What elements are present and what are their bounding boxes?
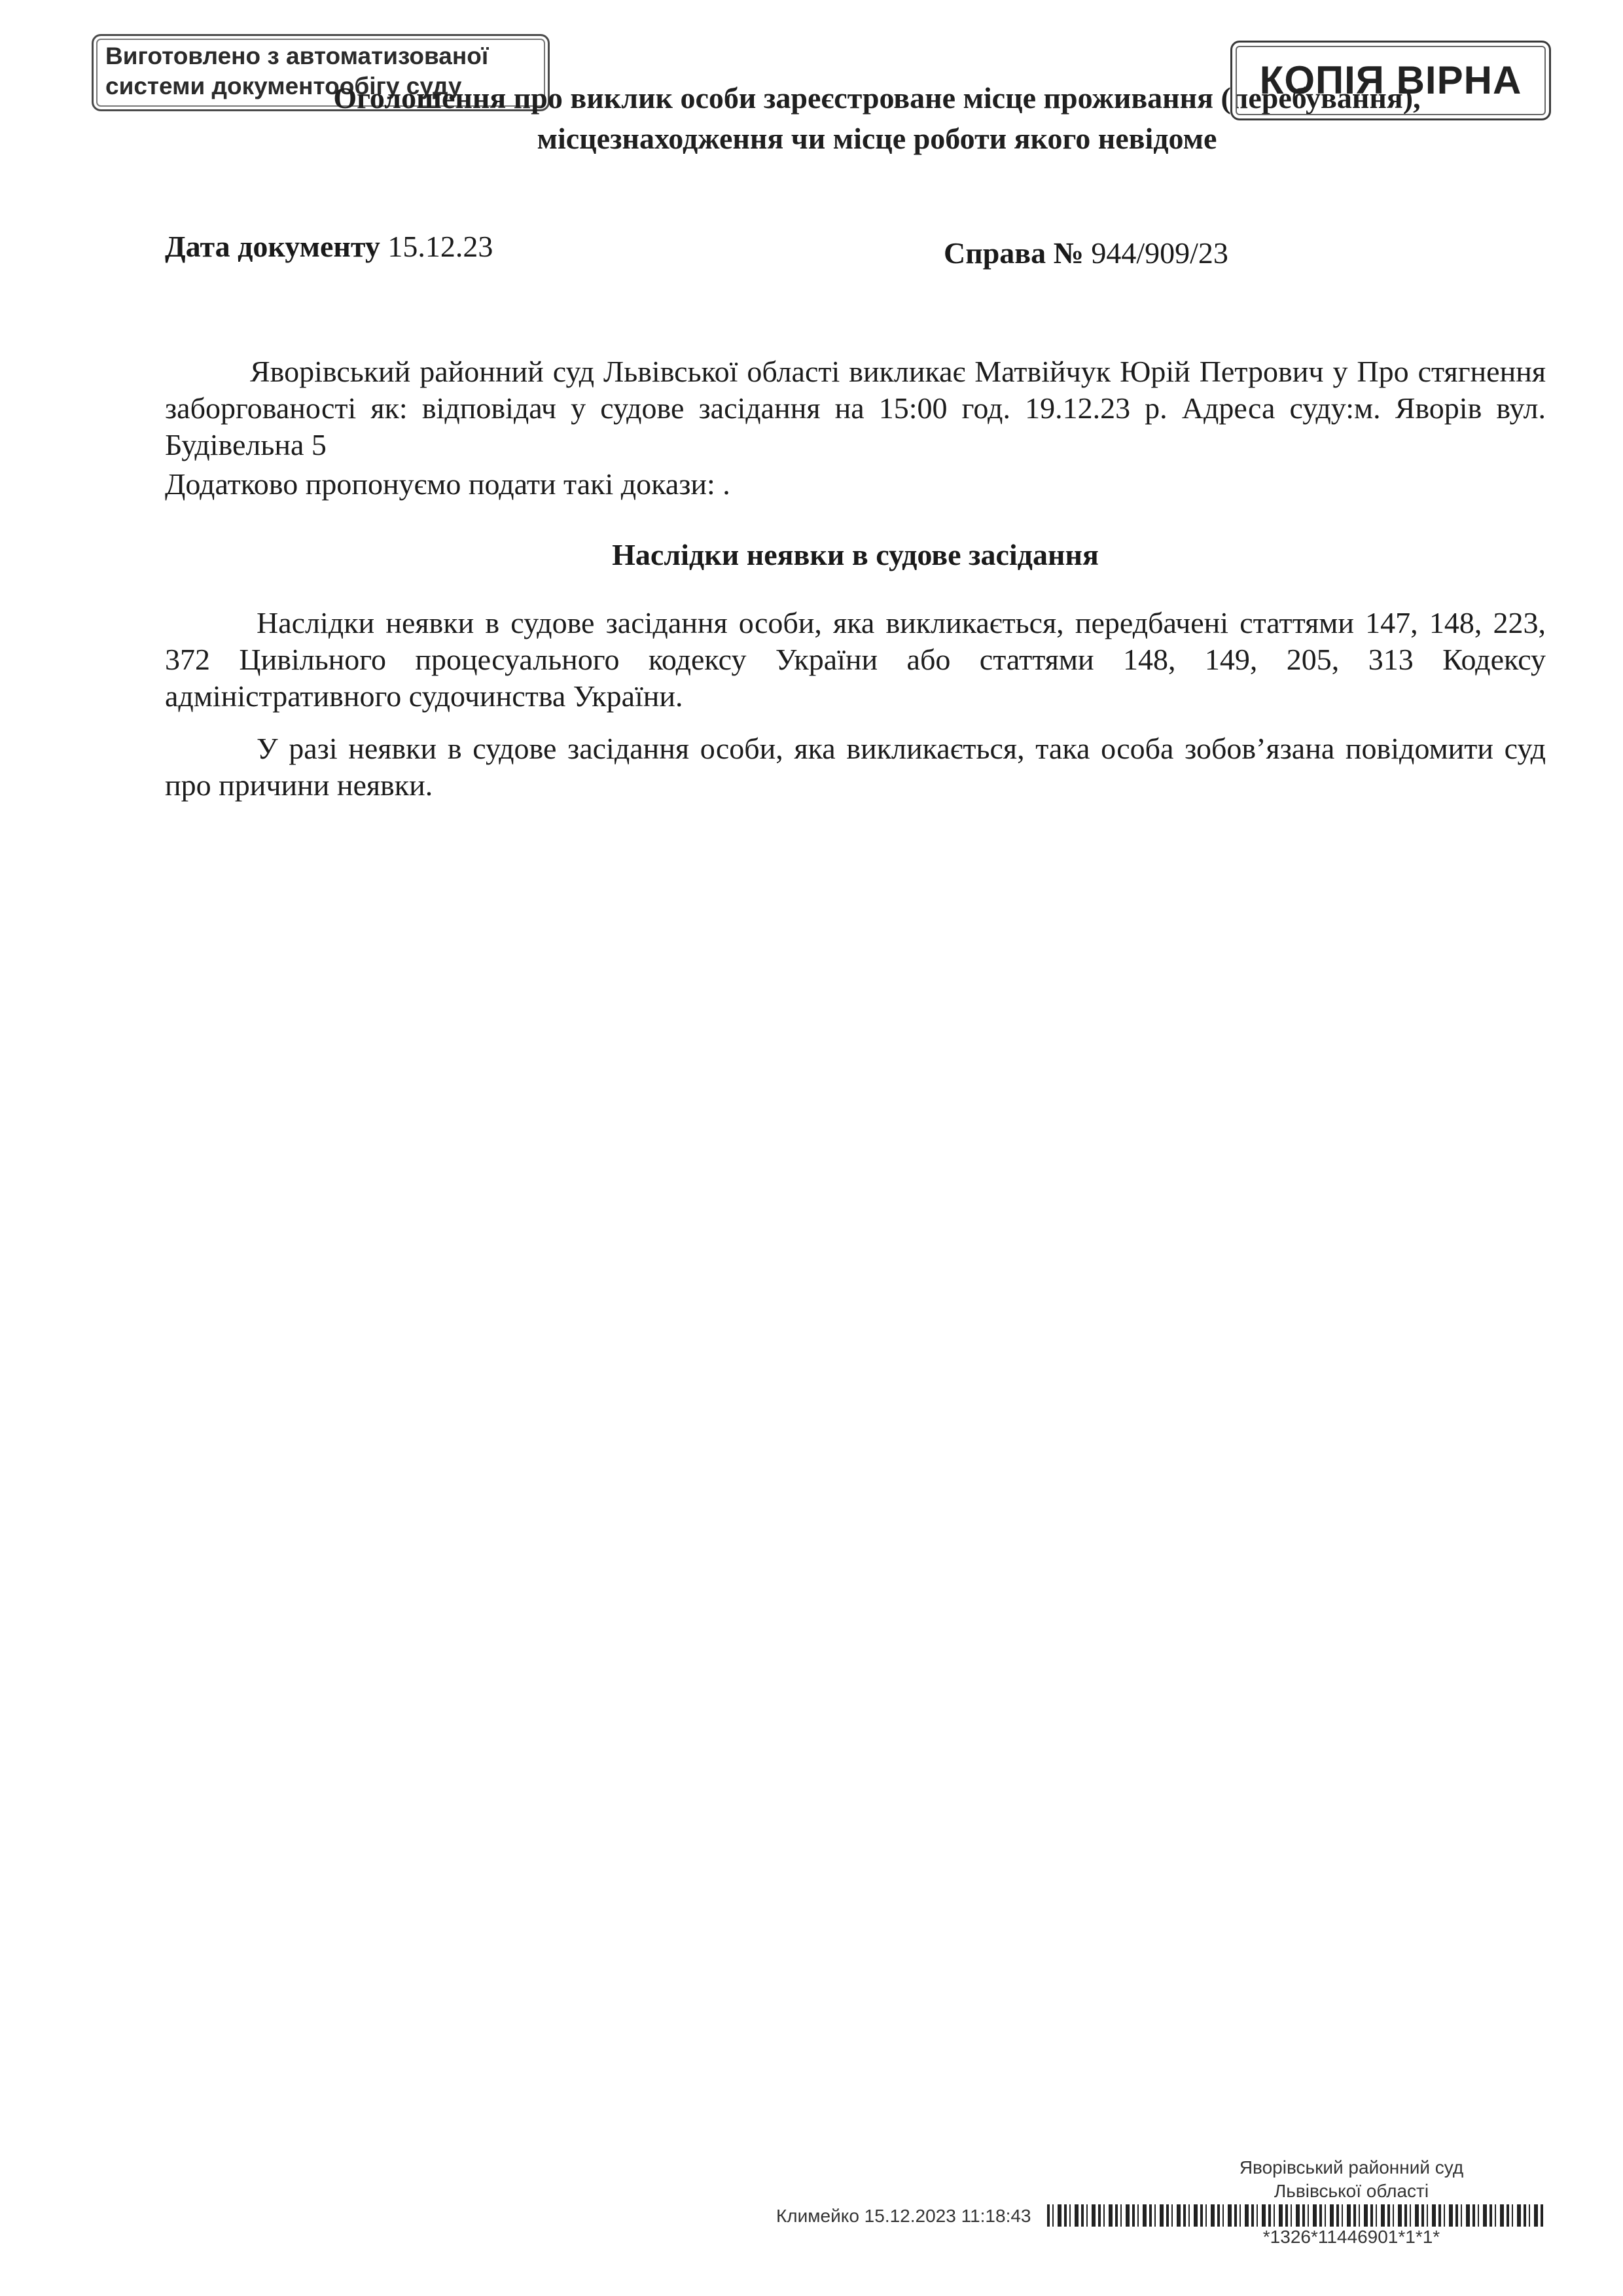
section-heading: Наслідки неявки в судове засідання [612,538,1099,571]
case-label: Справа № [944,236,1084,270]
document-title-line2: місцезнаходження чи місце роботи якого невідоме [537,122,1217,155]
true-copy-stamp: КОПІЯ ВІРНА [1230,41,1551,120]
notification-paragraph: У разі неявки в судове засідання особи, яка викликається, така особа зобов’язана повідомити суд про причини неявки. [165,732,1546,802]
barcode-text: *1326*11446901*1*1* [1262,2227,1440,2247]
footer-court-name: Яворівський районний суд [1239,2157,1464,2178]
case-number [944,236,1228,270]
summons-paragraph: Яворівський районний суд Львівської області викликає Матвійчук Юрій Петрович у Про стягнення заборгованості як: відповідач у судове засідання на 15:00 год. 19.12.23 р. Адреса суду:м. Яворів вул. Будівельна 5 [165,355,1546,461]
date-value: 15.12.23 [387,230,493,263]
case-value: 944/909/23 [1091,236,1228,270]
footer-court-region: Львівської області [1274,2181,1429,2201]
footer-signature: Климейко 15.12.2023 11:18:43 [776,2206,1031,2226]
barcode [1047,2204,1544,2227]
date-label: Дата документу [165,230,380,263]
document-date [165,229,493,264]
stamp-auto-line2: системи документообігу суду [105,73,462,99]
document-title-line1: Оголошення про виклик особи зареєстроване місце проживання (перебування), [333,81,1421,115]
stamp-auto-line1: Виготовлено з автоматизованої [105,43,489,69]
consequences-paragraph: Наслідки неявки в судове засідання особи, яка викликається, передбачені статтями 147, 148, 223, 372 Цивільного процесуального кодексу України або статтями 148, 149, 205, 313 Кодексу адміністративного судочинства України. [165,606,1546,713]
evidence-paragraph: Додатково пропонуємо подати такі докази: . [165,467,730,501]
